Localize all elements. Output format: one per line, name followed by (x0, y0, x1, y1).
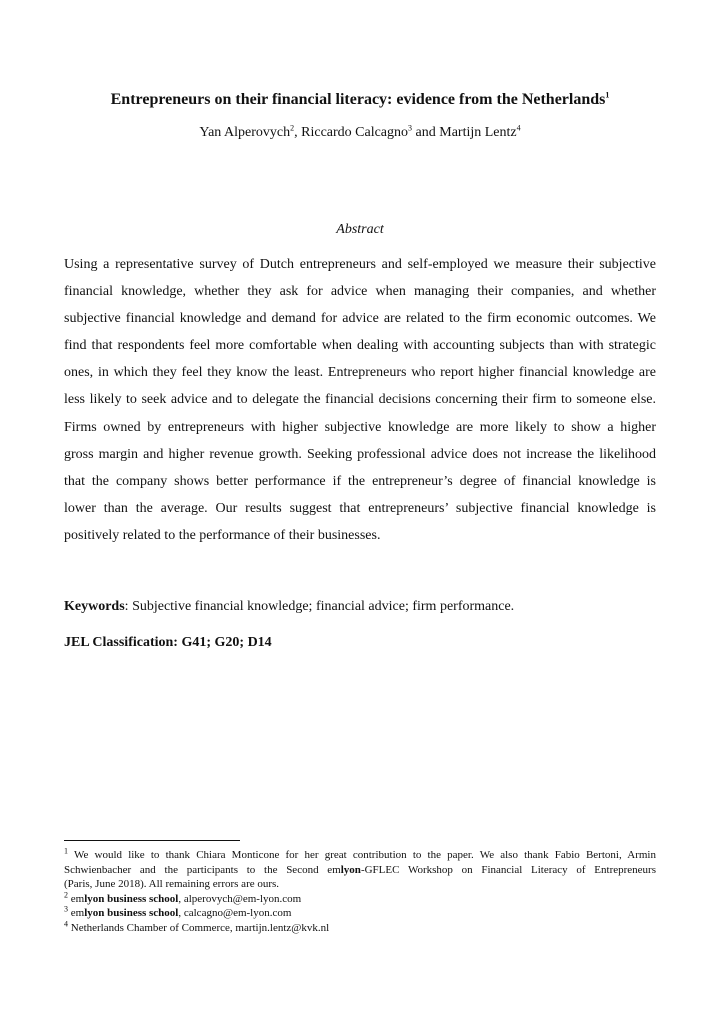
footnote-bold-text: lyon business school (84, 907, 179, 919)
title-footnote-mark: 1 (605, 90, 610, 100)
footnote-mark: 4 (64, 918, 68, 928)
paper-title (0, 90, 720, 110)
author-line (0, 124, 720, 142)
jel-colon: : (173, 635, 178, 650)
abstract-line: find that respondents feel more comfortable when dealing with accounting subjects than with strategic (64, 338, 656, 354)
abstract-line: subjective financial knowledge and demand for advice are related to the firm economic outcomes. We (64, 311, 656, 327)
abstract-line: that the company shows better performance if the entrepreneur’s degree of financial knowledge is (64, 473, 656, 489)
footnote-divider (64, 840, 240, 841)
footnote-text: We would like to thank Chiara Monticone for her great contribution to the paper. We also thank Fabio Bertoni, Armin (68, 849, 656, 861)
author-footnote-mark: 2 (290, 123, 295, 133)
abstract-line: positively related to the performance of their businesses. (64, 527, 381, 543)
author-name: Riccardo Calcagno (301, 125, 409, 140)
abstract-line: gross margin and higher revenue growth. Seeking professional advice does not increase the likelihood (64, 446, 656, 462)
footnote-text: Netherlands Chamber of Commerce, martijn.lentz@kvk.nl (68, 921, 330, 934)
footnote-line (64, 848, 656, 863)
jel-label: JEL Classification (64, 635, 174, 650)
footnote-3 (64, 906, 656, 921)
footnote-mark: 2 (64, 889, 68, 899)
footnote-text: Schwienbacher and the participants to the Second em (64, 863, 341, 876)
footnote-text: , alperovych@em-lyon.com (178, 892, 302, 905)
footnote-line: (Paris, June 2018). All remaining errors are ours. (64, 878, 280, 890)
author-separator: and (412, 125, 440, 140)
footnote-1 (64, 848, 656, 892)
footnote-bold-text: lyon (340, 863, 361, 876)
jel-codes: G41; G20; D14 (177, 635, 272, 650)
keywords (64, 598, 656, 616)
footnote-mark: 3 (64, 904, 68, 914)
footnote-mark: 1 (64, 846, 68, 856)
keywords-colon: : (124, 599, 129, 614)
abstract-line: lower than the average. Our results suggest that entrepreneurs’ subjective financial knowledge is (64, 500, 656, 516)
author-name: Martijn Lentz (439, 125, 517, 140)
footnote-line (64, 863, 656, 878)
author-footnote-mark: 3 (408, 123, 413, 133)
footnote-4 (64, 918, 656, 936)
abstract-line: Using a representative survey of Dutch entrepreneurs and self-employed we measure their subjective (64, 257, 656, 272)
keywords-text: Subjective financial knowledge; financial advice; firm performance. (128, 599, 515, 614)
footnote-2 (64, 889, 656, 907)
footnotes (64, 848, 656, 935)
footnote-text: em (68, 892, 85, 905)
abstract-line: ones, in which they feel they know the least. Entrepreneurs who report higher financial knowledge are (64, 365, 656, 381)
footnote-text: -GFLEC Workshop on Financial Literacy of Entrepreneurs (360, 863, 656, 876)
footnote-text: em (68, 907, 85, 919)
paper-title-text: Entrepreneurs on their financial literacy: evidence from the Netherlands (110, 91, 606, 108)
jel-classification (64, 634, 656, 652)
author-footnote-mark: 4 (516, 123, 521, 133)
abstract-line: less likely to seek advice and to delegate the financial decisions concerning their firm to someone else. (64, 392, 656, 408)
author-name: Yan Alperovych (199, 125, 291, 140)
abstract-heading: Abstract (336, 222, 384, 237)
abstract-line: Firms owned by entrepreneurs with higher subjective knowledge are more likely to show a higher (64, 419, 656, 435)
abstract-body (64, 251, 656, 549)
keywords-label: Keywords (64, 599, 125, 614)
footnote-text: , calcagno@em-lyon.com (178, 907, 292, 919)
abstract-line: financial knowledge, whether they ask for advice when managing their companies, and whether (64, 284, 656, 300)
footnote-bold-text: lyon business school (84, 892, 179, 905)
author-separator: , (294, 125, 302, 140)
